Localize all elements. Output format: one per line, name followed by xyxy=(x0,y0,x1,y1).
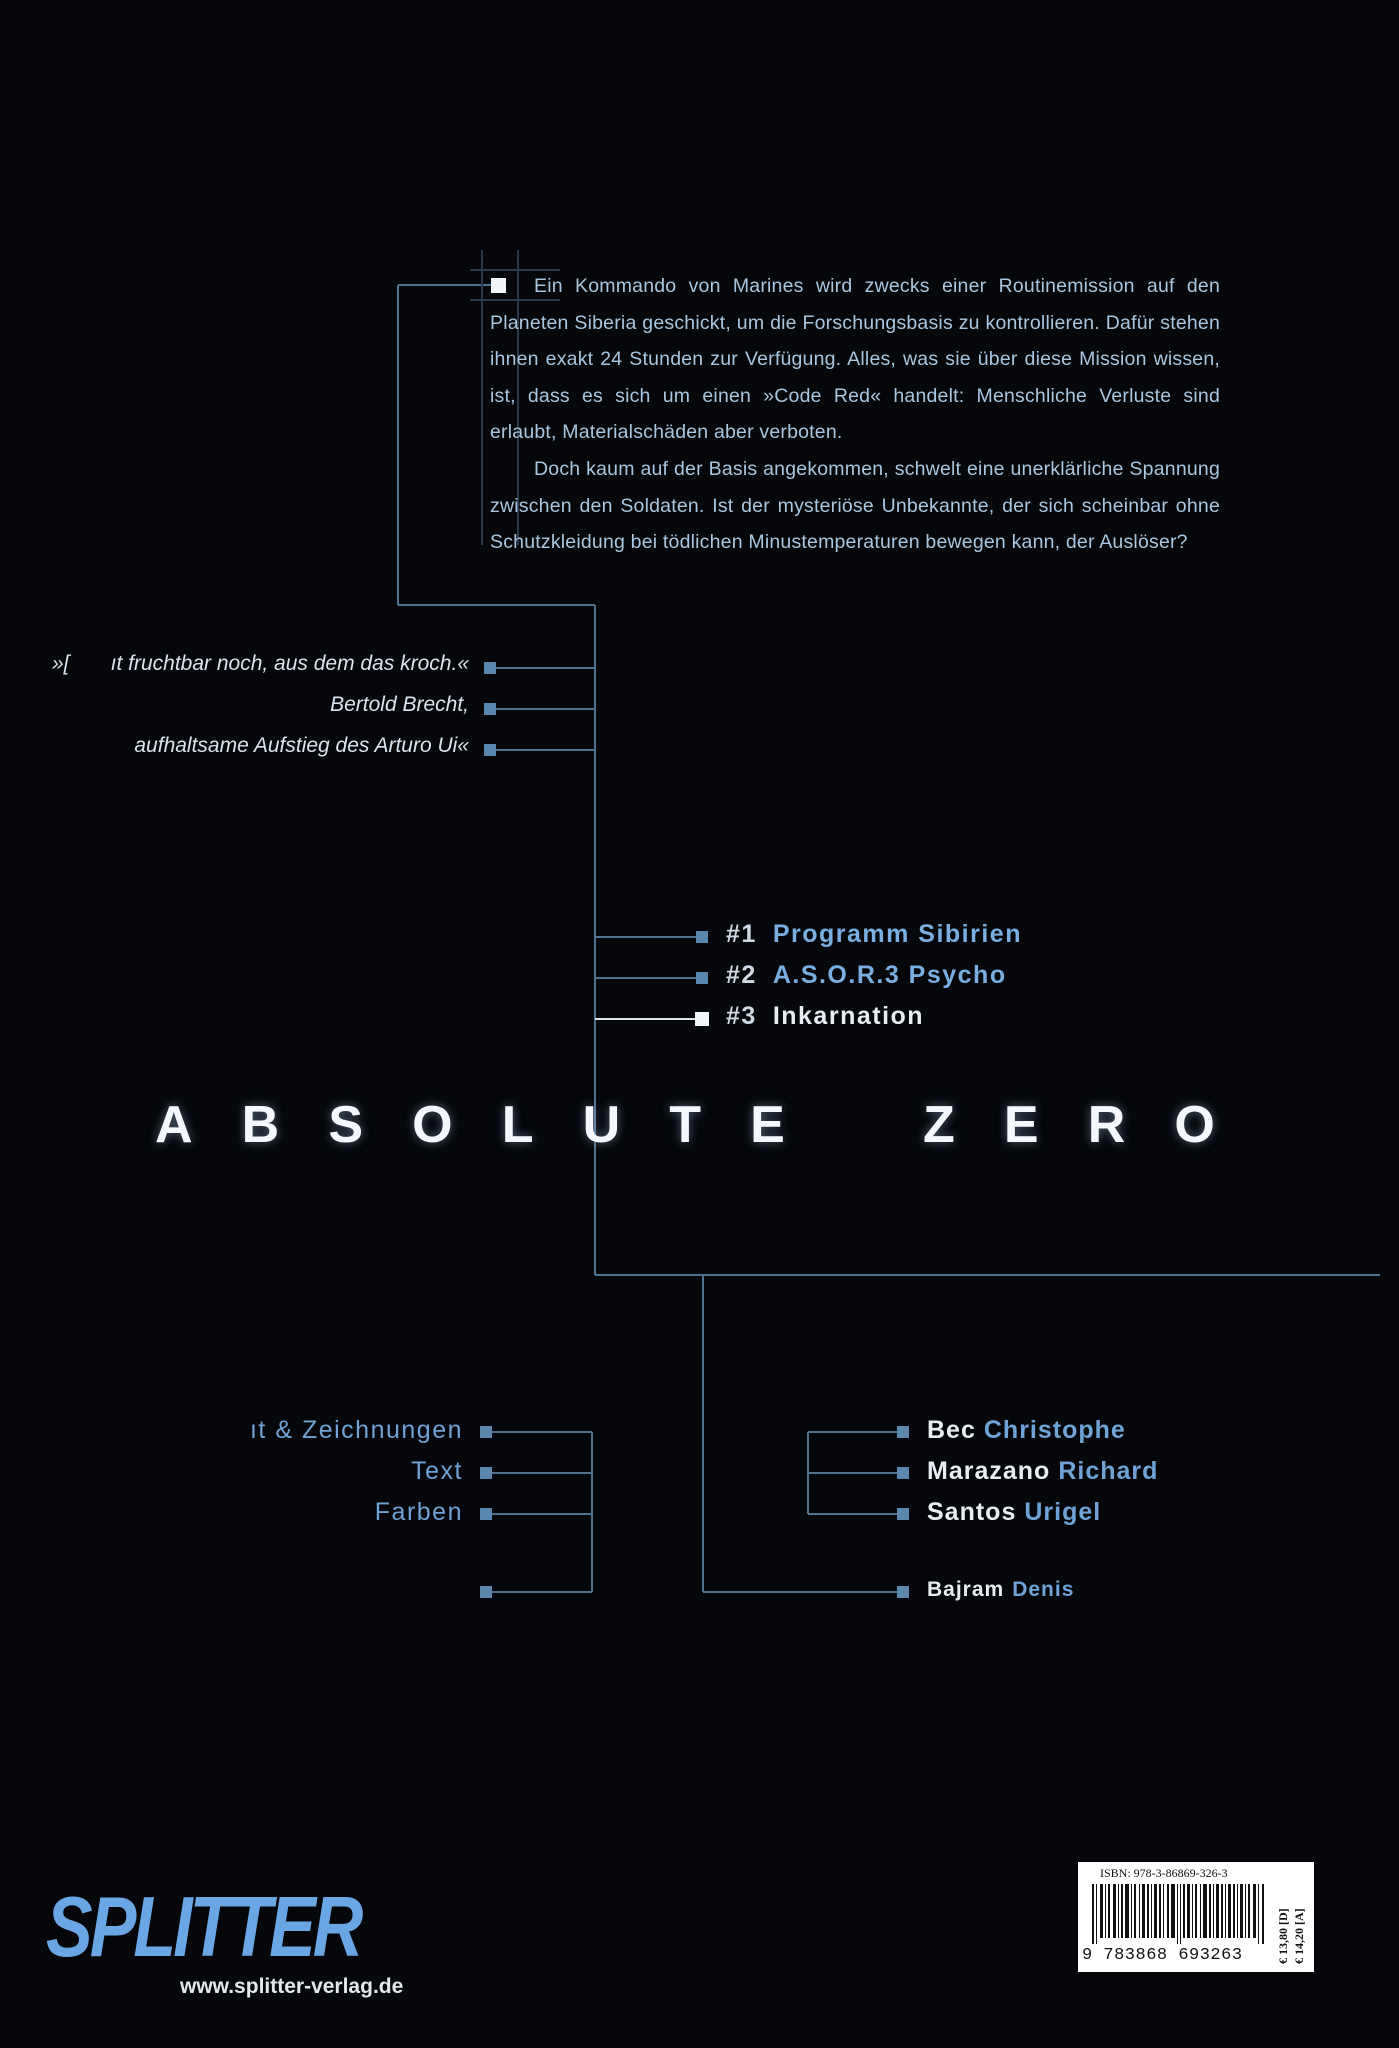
title-letter: L xyxy=(501,1096,534,1154)
title-letter: U xyxy=(582,1096,621,1154)
publisher-website: www.splitter-verlag.de xyxy=(180,1975,404,1998)
title-letter: E xyxy=(750,1096,785,1154)
publisher-logo xyxy=(46,1878,361,1978)
issue-number: #1 xyxy=(726,920,757,948)
issue-number: #2 xyxy=(726,961,757,989)
quote-author: Bertold Brecht, xyxy=(330,693,469,716)
ean-number: 9 783868 693263 xyxy=(1082,1946,1243,1965)
synopsis-paragraph-1: Ein Kommando von Marines wird zwecks einer Routinemission auf den Planeten Siberia geschickt, um die Forschungsbasis zu kontrollieren. Dafür stehen ihnen exakt 24 Stunden zur Verfügung. Alles, was sie über diese Mission wissen, ist, dass es sich um einen »Code Red« handelt: Menschliche Verluste sind erlaubt, Materialschäden aber verboten. xyxy=(490,275,1220,444)
isbn-barcode xyxy=(1078,1862,1314,1972)
price-germany: € 13,80 [D] xyxy=(1276,1908,1290,1964)
issue-title: Programm Sibirien xyxy=(772,920,1022,948)
isbn-label: ISBN: 978-3-86869-326-3 xyxy=(1100,1866,1228,1880)
person-last-name: Santos xyxy=(927,1498,1017,1526)
person-last-name: Bajram xyxy=(927,1578,1005,1601)
person-first-name: Christophe xyxy=(983,1416,1126,1444)
title-letter: O xyxy=(412,1096,453,1154)
series-title xyxy=(155,1095,1215,1155)
quote-line-1: ıt fruchtbar noch, aus dem das kroch.« xyxy=(110,652,469,675)
issue-1 xyxy=(726,920,1022,949)
credit-person-extra xyxy=(927,1578,1074,1602)
quote-source: aufhaltsame Aufstieg des Arturo Ui« xyxy=(134,734,469,757)
publisher-logo-text: SPLITTER xyxy=(46,1879,361,1975)
title-letter: Z xyxy=(923,1096,955,1154)
quote-line-1-start: »[ xyxy=(52,652,70,675)
issue-title: A.S.O.R.3 Psycho xyxy=(772,961,1007,989)
title-letter: S xyxy=(328,1096,364,1154)
synopsis-paragraph-2: Doch kaum auf der Basis angekommen, schwelt eine unerklärliche Spannung zwischen den Soldaten. Ist der mysteriöse Unbekannte, der sich scheinbar ohne Schutzkleidung bei tödlichen Minustemperaturen bewegen kann, der Auslöser? xyxy=(490,457,1220,554)
title-letter: T xyxy=(669,1096,702,1154)
title-word-gap xyxy=(834,1095,874,1155)
title-letter: B xyxy=(241,1096,280,1154)
credit-role-text: Text xyxy=(411,1457,463,1485)
person-last-name: Marazano xyxy=(927,1457,1051,1485)
title-letter: O xyxy=(1174,1096,1215,1154)
synopsis xyxy=(490,268,1220,561)
barcode-bars xyxy=(1092,1884,1266,1944)
title-letter: E xyxy=(1003,1096,1039,1154)
title-letter: R xyxy=(1087,1096,1126,1154)
credit-person-colors xyxy=(927,1498,1101,1527)
issue-title: Inkarnation xyxy=(772,1002,925,1030)
person-last-name: Bec xyxy=(927,1416,976,1444)
title-letter: A xyxy=(155,1096,193,1154)
issue-2 xyxy=(726,961,1007,990)
person-first-name: Urigel xyxy=(1024,1498,1102,1526)
credit-role-art: ıt & Zeichnungen xyxy=(249,1416,463,1444)
issue-3-current xyxy=(726,1002,924,1031)
credit-person-art xyxy=(927,1416,1126,1445)
issue-number: #3 xyxy=(726,1002,757,1030)
person-first-name: Denis xyxy=(1012,1578,1075,1601)
price-austria: € 14,20 [A] xyxy=(1292,1908,1306,1964)
prices xyxy=(1276,1868,1310,1968)
credit-role-colors: Farben xyxy=(374,1498,463,1526)
person-first-name: Richard xyxy=(1058,1457,1159,1485)
credit-person-text xyxy=(927,1457,1158,1486)
